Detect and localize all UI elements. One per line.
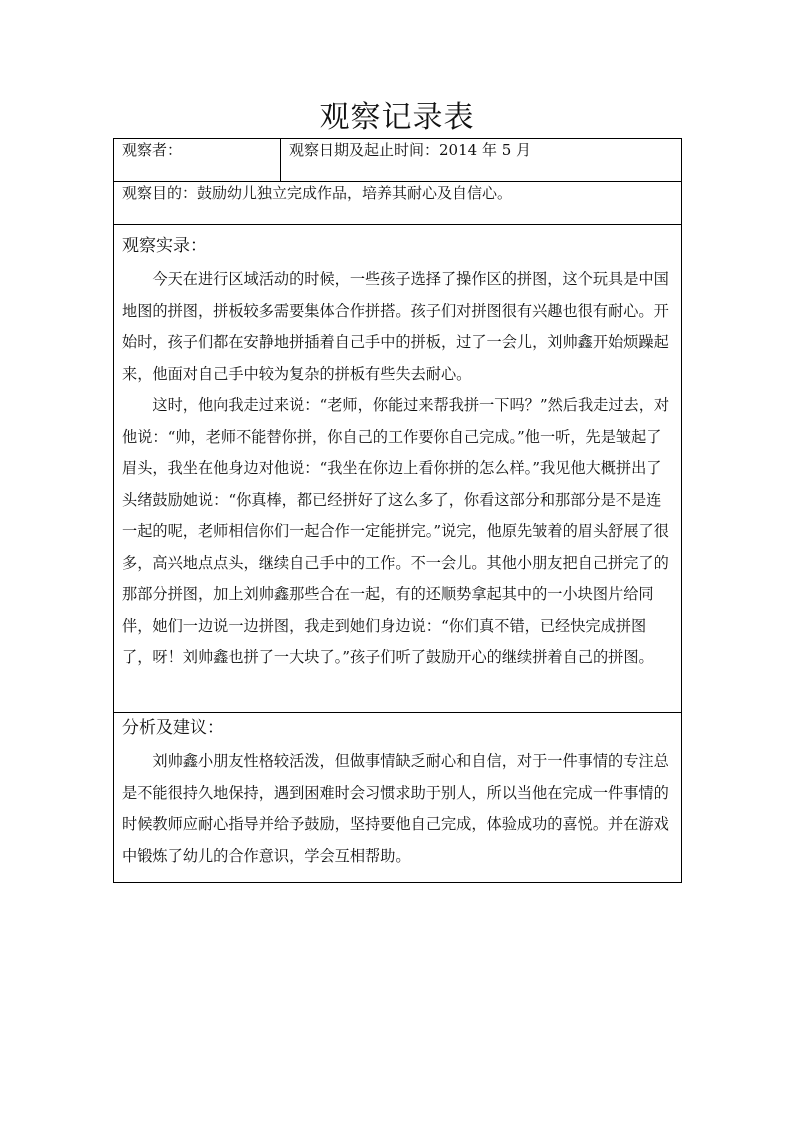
analysis-paragraph: 刘帅鑫小朋友性格较活泼，但做事情缺乏耐心和自信，对于一件事情的专注总是不能很持久地保持，遇到困难时会习惯求助于别人，所以当他在完成一件事情的时候教师应耐心指导并给予鼓励，坚持要他自己完成，体验成功的喜悦。并在游戏中锻炼了幼儿的合作意识，学会互相帮助。 xyxy=(122,752,669,865)
analysis-cell xyxy=(114,713,682,883)
record-paragraph: 这时，他向我走过来说：“老师，你能过来帮我拼一下吗？”然后我走过去，对他说：“帅，老师不能替你拼，你自己的工作要你自己完成。”他一听，先是皱起了眉头，我坐在他身边对他说：“我坐在你边上看你拼的怎么样。”我见他大概拼出了头绪鼓励她说：“你真棒，都已经拼好了这么多了，你看这部分和那部分是不是连一起的呢，老师相信你们一起合作一定能拼完。”说完，他原先皱着的眉头舒展了很多，高兴地点点头，继续自己手中的工作。不一会儿。其他小朋友把自己拼完了的那部分拼图，加上刘帅鑫那些合在一起，有的还顺势拿起其中的一小块图片给同伴，她们一边说一边拼图，我走到她们身边说：“你们真不错，已经快完成拼图了，呀！刘帅鑫也拼了一大块了。”孩子们听了鼓励开心的继续拼着自己的拼图。 xyxy=(122,396,670,666)
table-row xyxy=(114,139,682,182)
page-title: 观察记录表 xyxy=(319,100,475,135)
observation-purpose-cell: 观察目的：鼓励幼儿独立完成作品，培养其耐心及自信心。 xyxy=(114,182,682,225)
analysis-heading: 分析及建议： xyxy=(122,718,224,738)
table-row xyxy=(114,713,682,883)
observation-record-cell xyxy=(114,225,682,713)
record-paragraph: 今天在进行区域活动的时候，一些孩子选择了操作区的拼图，这个玩具是中国地图的拼图，拼板较多需要集体合作拼搭。孩子们对拼图很有兴趣也很有耐心。开始时，孩子们都在安静地拼插着自己手中的拼板，过了一会儿，刘帅鑫开始烦躁起来，他面对自己手中较为复杂的拼板有些失去耐心。 xyxy=(122,270,669,383)
observer-cell: 观察者： xyxy=(114,139,281,182)
observation-date-cell: 观察日期及起止时间：2014 年 5 月 xyxy=(281,139,682,182)
table-row xyxy=(114,225,682,713)
table-row xyxy=(114,182,682,225)
record-heading: 观察实录： xyxy=(122,236,207,256)
observation-record-table xyxy=(113,138,682,883)
